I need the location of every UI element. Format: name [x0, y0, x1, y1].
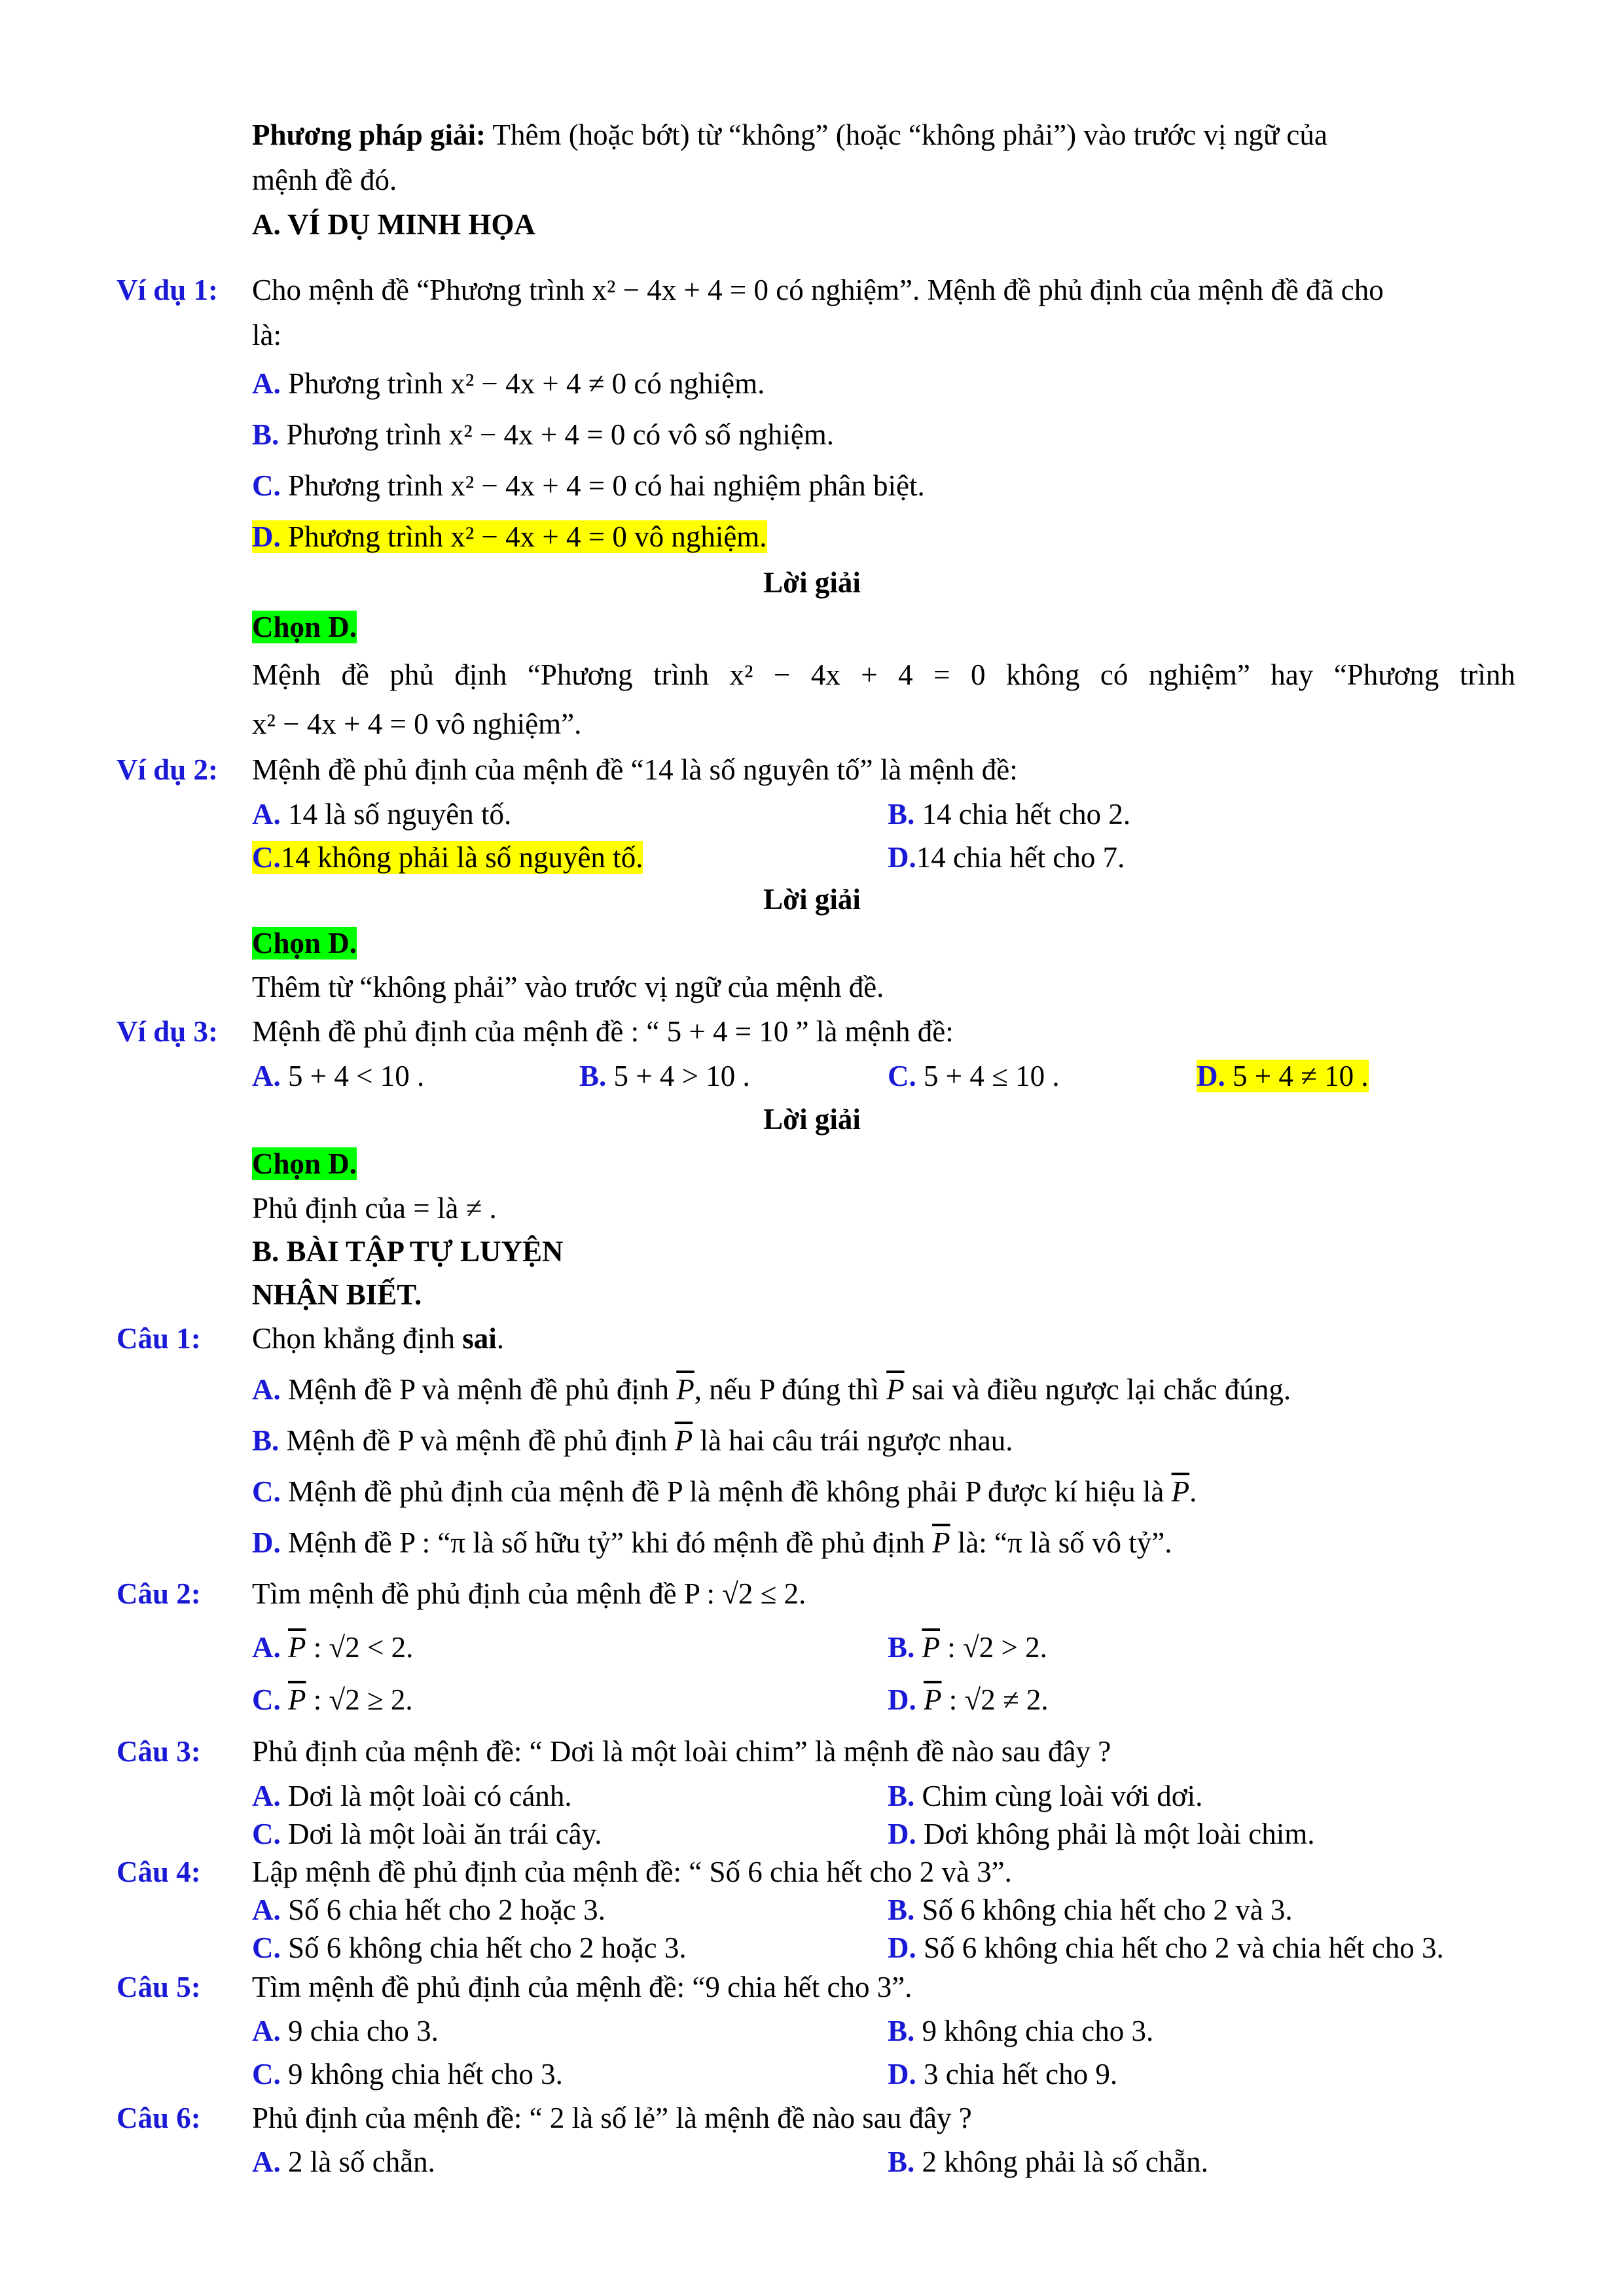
question-2-stem: Câu 2: Tìm mệnh đề phủ định của mệnh đề P : √2 ≤ 2. — [117, 1575, 806, 1612]
question-4-option-b: B. Số 6 không chia hết cho 2 và 3. — [888, 1893, 1293, 1926]
question-3-option-a: A. Dơi là một loài có cánh. — [252, 1780, 572, 1812]
question-1-stem: Câu 1: Chọn khẳng định sai. — [117, 1320, 504, 1357]
example-3-option-d: D. 5 + 4 ≠ 10 . — [1197, 1060, 1369, 1092]
question-4-option-a: A. Số 6 chia hết cho 2 hoặc 3. — [252, 1893, 605, 1926]
question-6-option-a: A. 2 là số chẵn. — [252, 2145, 435, 2178]
example-2-solution-title: Lời giải — [763, 883, 861, 916]
question-5-option-d: D. 3 chia hết cho 9. — [888, 2058, 1118, 2090]
level-heading: NHẬN BIẾT. — [252, 1278, 422, 1311]
question-1-option-c: C. Mệnh đề phủ định của mệnh đề P là mệnh đề không phải P được kí hiệu là $\overline{P}$. — [252, 1475, 1197, 1508]
question-1-option-d: D. Mệnh đề P : “π là số hữu tỷ” khi đó mệnh đề phủ định $\overline{P}$ là: “π là số vô tỷ”. — [252, 1526, 1172, 1559]
example-3-solution-title: Lời giải — [763, 1103, 861, 1136]
example-2-option-b: B. 14 chia hết cho 2. — [888, 798, 1131, 831]
example-1-option-b: B. Phương trình x² − 4x + 4 = 0 có vô số nghiệm. — [252, 418, 835, 451]
question-4-stem: Câu 4: Lập mệnh đề phủ định của mệnh đề: “ Số 6 chia hết cho 2 và 3”. — [117, 1854, 1012, 1890]
example-1-solution-line-2: x² − 4x + 4 = 0 vô nghiệm”. — [252, 708, 582, 740]
example-1-label: Ví dụ 1: — [117, 274, 219, 306]
question-3-label: Câu 3: — [117, 1735, 201, 1768]
question-6-label: Câu 6: — [117, 2102, 201, 2134]
method-label: Phương pháp giải: — [252, 118, 486, 151]
example-1-option-a: A. Phương trình x² − 4x + 4 ≠ 0 có nghiệm. — [252, 367, 765, 400]
example-3-option-b: B. 5 + 4 > 10 . — [579, 1060, 750, 1092]
example-2-answer: Chọn D. — [252, 927, 357, 960]
example-1-answer: Chọn D. — [252, 611, 357, 643]
example-2-option-c: C.14 không phải là số nguyên tố. — [252, 841, 643, 874]
question-5-stem: Câu 5: Tìm mệnh đề phủ định của mệnh đề: “9 chia hết cho 3”. — [117, 1969, 912, 2005]
question-5-option-b: B. 9 không chia cho 3. — [888, 2015, 1154, 2047]
question-4-label: Câu 4: — [117, 1856, 201, 1888]
example-1-text: Cho mệnh đề “Phương trình x² − 4x + 4 = 0 có nghiệm”. Mệnh đề phủ định của mệnh đề đã cho — [252, 274, 1384, 306]
question-2-option-c: C. $\overline{P}$ : √2 ≥ 2. — [252, 1683, 413, 1716]
question-3-option-b: B. Chim cùng loài với dơi. — [888, 1780, 1203, 1812]
question-2-label: Câu 2: — [117, 1577, 201, 1610]
method-line-1 — [252, 117, 1327, 153]
example-1-option-c: C. Phương trình x² − 4x + 4 = 0 có hai nghiệm phân biệt. — [252, 469, 925, 502]
question-4-option-c: C. Số 6 không chia hết cho 2 hoặc 3. — [252, 1931, 687, 1964]
section-b-heading: B. BÀI TẬP TỰ LUYỆN — [252, 1235, 564, 1268]
question-5-option-c: C. 9 không chia hết cho 3. — [252, 2058, 563, 2090]
question-2-option-a: A. $\overline{P}$ : √2 < 2. — [252, 1631, 414, 1664]
example-2-option-d: D.14 chia hết cho 7. — [888, 841, 1125, 874]
section-a-heading: A. VÍ DỤ MINH HỌA — [252, 208, 535, 241]
example-3-option-a: A. 5 + 4 < 10 . — [252, 1060, 425, 1092]
question-1-option-b: B. Mệnh đề P và mệnh đề phủ định $\overline{P}$ là hai câu trái ngược nhau. — [252, 1424, 1013, 1457]
example-2-option-a: A. 14 là số nguyên tố. — [252, 798, 512, 831]
example-2-solution: Thêm từ “không phải” vào trước vị ngữ của mệnh đề. — [252, 971, 884, 1003]
question-2-option-d: D. $\overline{P}$ : √2 ≠ 2. — [888, 1683, 1049, 1716]
example-1-question-cont: là: — [252, 319, 281, 351]
question-3-option-c: C. Dơi là một loài ăn trái cây. — [252, 1818, 602, 1850]
example-3-answer: Chọn D. — [252, 1147, 357, 1180]
method-text-1: Thêm (hoặc bớt) từ “không” (hoặc “không phải”) vào trước vị ngữ của — [492, 118, 1327, 151]
example-2-question: Ví dụ 2: Mệnh đề phủ định của mệnh đề “14 là số nguyên tố” là mệnh đề: — [117, 751, 1018, 788]
question-4-option-d: D. Số 6 không chia hết cho 2 và chia hết cho 3. — [888, 1931, 1444, 1964]
question-6-stem: Câu 6: Phủ định của mệnh đề: “ 2 là số lẻ” là mệnh đề nào sau đây ? — [117, 2100, 972, 2136]
example-3-solution: Phủ định của = là ≠ . — [252, 1192, 497, 1225]
example-1-solution-line-1: Mệnh đề phủ định “Phương trình x² − 4x + 4 = 0 không có nghiệm” hay “Phương trình — [252, 658, 1515, 691]
example-3-question: Ví dụ 3: Mệnh đề phủ định của mệnh đề : “ 5 + 4 = 10 ” là mệnh đề: — [117, 1013, 954, 1050]
question-2-option-b: B. $\overline{P}$ : √2 > 2. — [888, 1631, 1047, 1664]
example-3-option-c: C. 5 + 4 ≤ 10 . — [888, 1060, 1060, 1092]
method-line-2: mệnh đề đó. — [252, 164, 397, 196]
example-3-label: Ví dụ 3: — [117, 1015, 219, 1048]
question-5-option-a: A. 9 chia cho 3. — [252, 2015, 439, 2047]
example-1-question — [117, 272, 1384, 308]
question-1-option-a: A. Mệnh đề P và mệnh đề phủ định $\overline{P}$, nếu P đúng thì $\overline{P}$ sai và điều ngược lại chắc đúng. — [252, 1373, 1291, 1406]
example-1-option-d: D. Phương trình x² − 4x + 4 = 0 vô nghiệm. — [252, 520, 767, 553]
question-5-label: Câu 5: — [117, 1971, 201, 2003]
question-6-option-b: B. 2 không phải là số chẵn. — [888, 2145, 1208, 2178]
question-3-stem: Câu 3: Phủ định của mệnh đề: “ Dơi là một loài chim” là mệnh đề nào sau đây ? — [117, 1733, 1111, 1770]
example-2-label: Ví dụ 2: — [117, 753, 219, 786]
question-1-label: Câu 1: — [117, 1322, 201, 1355]
example-1-solution-title: Lời giải — [763, 566, 861, 599]
question-3-option-d: D. Dơi không phải là một loài chim. — [888, 1818, 1315, 1850]
